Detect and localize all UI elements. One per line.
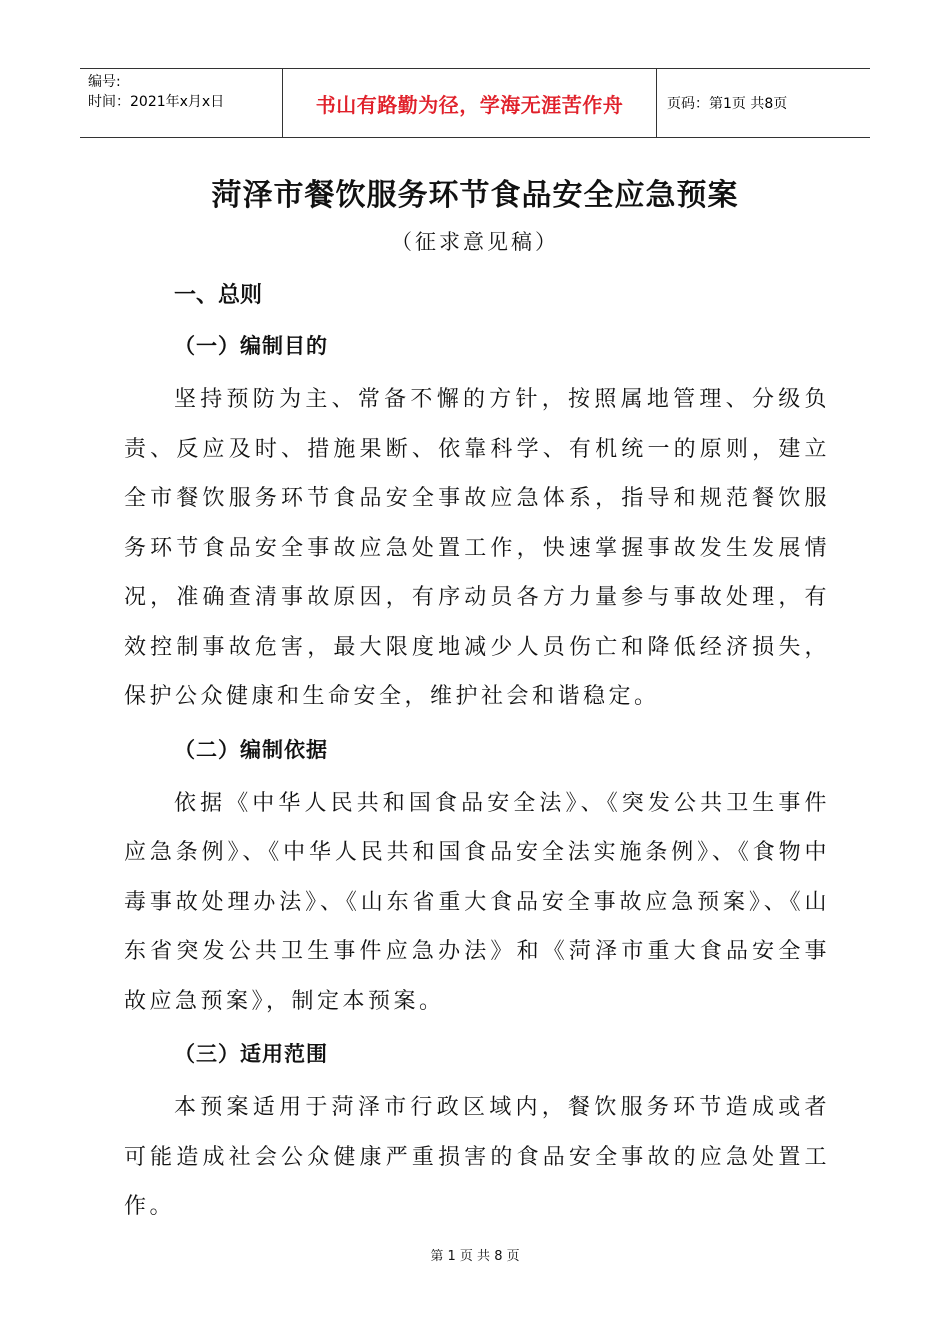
number-label: 编号: bbox=[88, 74, 121, 90]
paragraph-scope: 本预案适用于菏泽市行政区域内，餐饮服务环节造成或者可能造成社会公众健康严重损害的食品安全事故的应急处置工作。 bbox=[124, 1095, 830, 1219]
section-heading-general: 一、总则 bbox=[174, 283, 263, 308]
document-body bbox=[124, 272, 830, 1236]
time-label: 时间：2021年x月x日 bbox=[88, 94, 225, 110]
document-header bbox=[80, 68, 870, 138]
header-page-info: 页码：第1页 共8页 bbox=[667, 96, 788, 112]
document-subtitle: （征求意见稿） bbox=[391, 230, 559, 254]
page-footer: 第 1 页 共 8 页 bbox=[430, 1249, 520, 1264]
subsection-heading-basis: （二）编制依据 bbox=[174, 737, 328, 762]
subsection-heading-purpose: （一）编制目的 bbox=[174, 334, 328, 358]
header-motto: 书山有路勤为径，学海无涯苦作舟 bbox=[282, 69, 657, 137]
document-title: 菏泽市餐饮服务环节食品安全应急预案 bbox=[211, 178, 739, 213]
subsection-heading-scope: （三）适用范围 bbox=[174, 1042, 328, 1066]
paragraph-basis: 依据《中华人民共和国食品安全法》、《突发公共卫生事件应急条例》、《中华人民共和国食品安全法实施条例》、《食物中毒事故处理办法》、《山东省重大食品安全事故应急预案》、《山东省突发公共卫生事件应急办法》和《菏泽市重大食品安全事故应急预案》，制定本预案。 bbox=[124, 790, 830, 1014]
header-meta bbox=[80, 69, 282, 137]
paragraph-purpose: 坚持预防为主、常备不懈的方针，按照属地管理、分级负责、反应及时、措施果断、依靠科学、有机统一的原则，建立全市餐饮服务环节食品安全事故应急体系，指导和规范餐饮服务环节食品安全事故应急处置工作，快速掌握事故发生发展情况，准确查清事故原因，有序动员各方力量参与事故处理，有效控制事故危害，最大限度地减少人员伤亡和降低经济损失，保护公众健康和生命安全，维护社会和谐稳定。 bbox=[124, 387, 830, 709]
